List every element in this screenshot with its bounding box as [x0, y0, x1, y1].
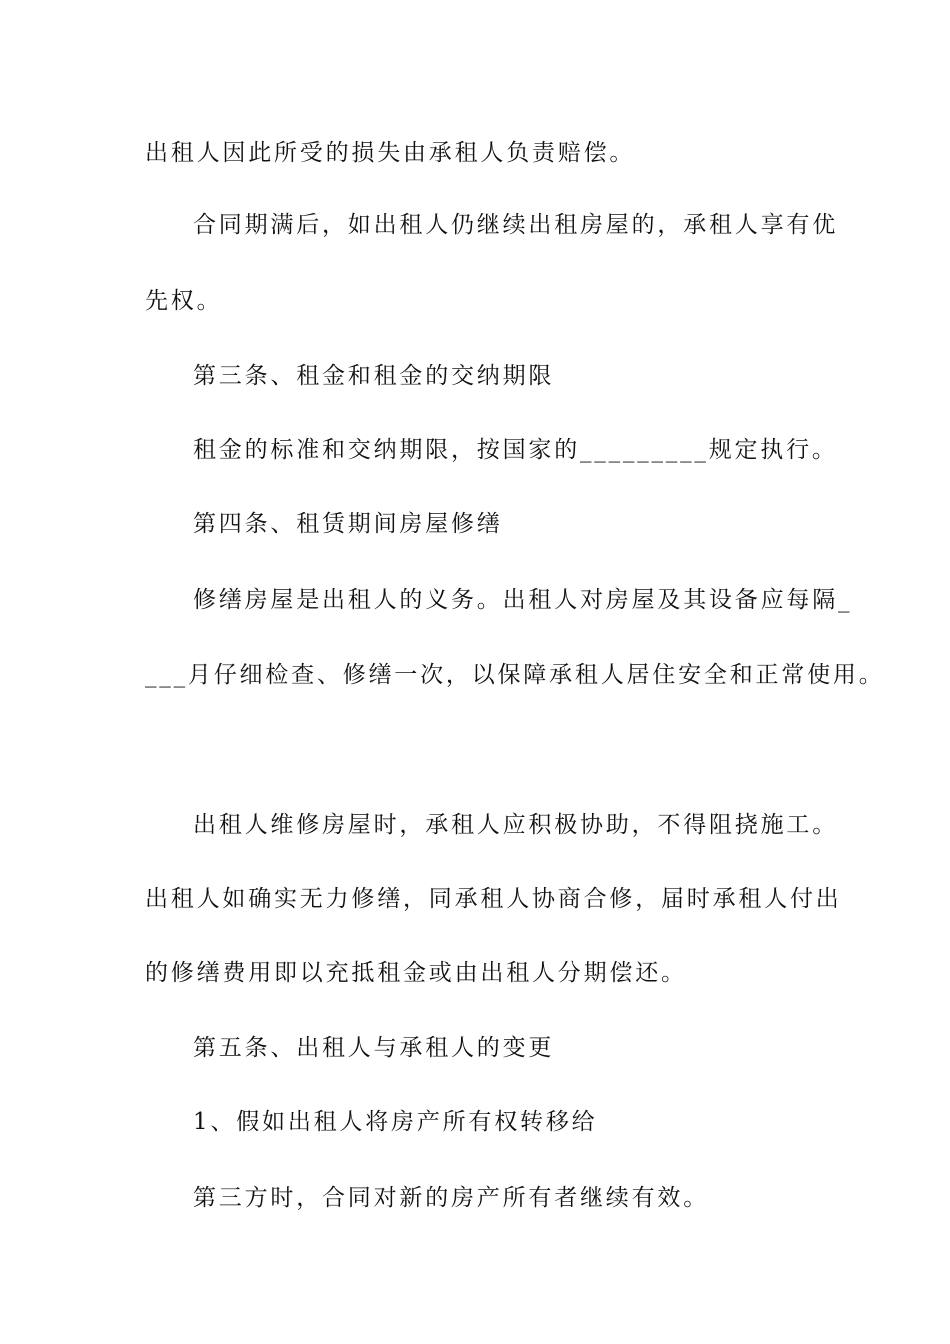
text-line-11: 的修缮费用即以充抵租金或由出租人分期偿还。	[145, 960, 687, 986]
text-line-3: 先权。	[145, 288, 223, 314]
article-5-heading: 第五条、出租人与承租人的变更	[193, 1035, 555, 1061]
text-line-14: 第三方时，合同对新的房产所有者继续有效。	[193, 1185, 709, 1211]
article-3-heading: 第三条、租金和租金的交纳期限	[193, 363, 555, 389]
text-line-8: ___月仔细检查、修缮一次，以保障承租人居住安全和正常使用。	[145, 662, 885, 688]
text-line-9: 出租人维修房屋时，承租人应积极协助，不得阻挠施工。	[193, 812, 838, 838]
article-4-heading: 第四条、租赁期间房屋修缮	[193, 511, 503, 537]
text-line-5: 租金的标准和交纳期限，按国家的_________规定执行。	[193, 437, 838, 463]
text-line-1: 出租人因此所受的损失由承租人负责赔偿。	[145, 140, 636, 166]
text-line-13: 1、假如出租人将房产所有权转移给	[193, 1109, 598, 1135]
text-line-7: 修缮房屋是出租人的义务。出租人对房屋及其设备应每隔_	[193, 587, 853, 613]
text-line-2: 合同期满后，如出租人仍继续出租房屋的，承租人享有优	[193, 212, 838, 238]
text-line-10: 出租人如确实无力修缮，同承租人协商合修，届时承租人付出	[145, 886, 842, 912]
